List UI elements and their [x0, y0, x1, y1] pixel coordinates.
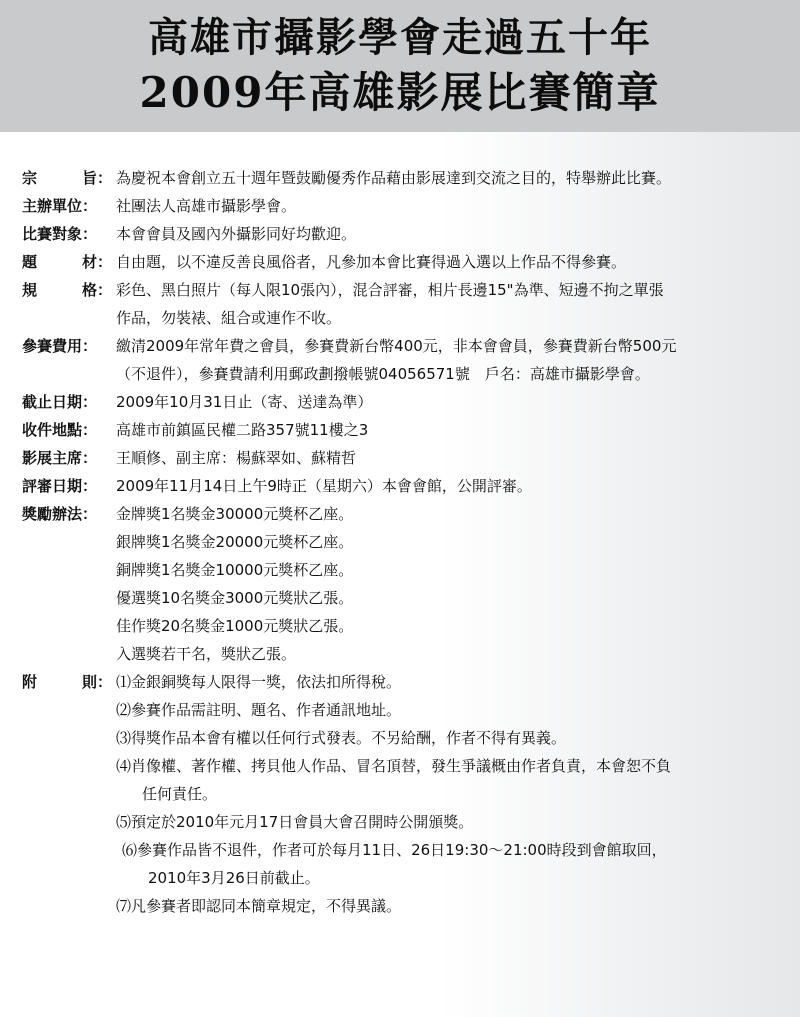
list-item: 佳作獎20名獎金1000元獎狀乙張。 — [116, 617, 354, 635]
list-item: 金牌獎1名獎金30000元獎杯乙座。 — [116, 505, 354, 523]
rule-value: 社團法人高雄市攝影學會。 — [116, 197, 297, 215]
rule-judging-date — [22, 476, 792, 497]
rule-label: 規 格： — [22, 281, 113, 299]
rule-label: 比賽對象： — [22, 225, 98, 243]
list-item: ⑸預定於2010年元月17日會員大會召開時公開頒獎。 — [116, 813, 474, 831]
rule-deadline — [22, 392, 792, 413]
rule-organizer — [22, 196, 792, 217]
rule-label: 截止日期： — [22, 393, 98, 411]
rule-value: 高雄市前鎮區民權二路357號11樓之3 — [116, 421, 369, 439]
title-line-1: 高雄市攝影學會走過五十年 — [148, 14, 652, 61]
list-item: 銅牌獎1名獎金10000元獎杯乙座。 — [116, 561, 354, 579]
rule-value: 2009年11月14日上午9時正（星期六）本會會館，公開評審。 — [116, 477, 532, 495]
rule-chairman — [22, 448, 792, 469]
list-item: 入選獎若干名，獎狀乙張。 — [116, 645, 297, 663]
rule-eligibility — [22, 224, 792, 245]
rule-label: 主辦單位： — [22, 197, 98, 215]
title-line-2: 2009年高雄影展比賽簡章 — [139, 68, 661, 117]
list-item: ⑺凡參賽者即認同本簡章規定，不得異議。 — [116, 897, 402, 915]
rule-label: 附 則： — [22, 673, 113, 691]
rule-label: 宗 旨： — [22, 169, 113, 187]
list-item: ⑵參賽作品需註明、題名、作者通訊地址。 — [116, 701, 402, 719]
rule-value: 自由題，以不違反善良風俗者，凡參加本會比賽得過入選以上作品不得參賽。 — [116, 253, 627, 271]
rule-label: 影展主席： — [22, 449, 98, 467]
rule-value: 繳清2009年常年費之會員，參賽費新台幣400元，非本會會員，參賽費新台幣500元 （不退件），參賽費請利用郵政劃撥帳號04056571號 戶名：高雄市攝影學會。 — [116, 337, 677, 383]
rule-purpose — [22, 168, 792, 189]
title-banner — [0, 0, 800, 132]
list-item: ⑷肖像權、著作權、拷貝他人作品、冒名頂替，發生爭議概由作者負責，本會恕不負 任何責任。 — [116, 757, 672, 803]
rule-label: 題 材： — [22, 253, 113, 271]
rule-value: 王順修、副主席：楊蘇翠如、蘇精哲 — [116, 449, 357, 467]
list-item: ⑴金銀銅獎每人限得一獎，依法扣所得稅。 — [116, 673, 402, 691]
rule-value: 彩色、黑白照片（每人限10張內），混合評審，相片長邊15"為準、短邊不拘之單張 作品，勿裝裱、組合或連作不收。 — [116, 281, 664, 327]
rule-label: 參賽費用： — [22, 337, 98, 355]
list-item: 銀牌獎1名獎金20000元獎杯乙座。 — [116, 533, 354, 551]
rule-specification — [22, 280, 792, 329]
rule-label: 獎勵辦法： — [22, 505, 98, 523]
rule-value: 2009年10月31日止（寄、送達為準） — [116, 393, 373, 411]
notes-list — [116, 672, 792, 917]
rule-value: 本會會員及國內外攝影同好均歡迎。 — [116, 225, 357, 243]
list-item: ⑹參賽作品皆不退件，作者可於每月11日、26日19:30～21:00時段到會館取回， 2010年3月26日前截止。 — [122, 841, 667, 887]
rule-value: 為慶祝本會創立五十週年暨鼓勵優秀作品藉由影展達到交流之目的，特舉辦此比賽。 — [116, 169, 672, 187]
rule-subject — [22, 252, 792, 273]
rule-label: 收件地點： — [22, 421, 98, 439]
rule-notes — [22, 672, 792, 917]
rules-section — [22, 168, 792, 924]
list-item: 優選獎10名獎金3000元獎狀乙張。 — [116, 589, 354, 607]
list-item: ⑶得獎作品本會有權以任何行式發表。不另給酬，作者不得有異義。 — [116, 729, 567, 747]
rule-label: 評審日期： — [22, 477, 98, 495]
rule-awards — [22, 504, 792, 665]
rule-entry-fee — [22, 336, 792, 385]
rule-address — [22, 420, 792, 441]
awards-list — [116, 504, 792, 665]
